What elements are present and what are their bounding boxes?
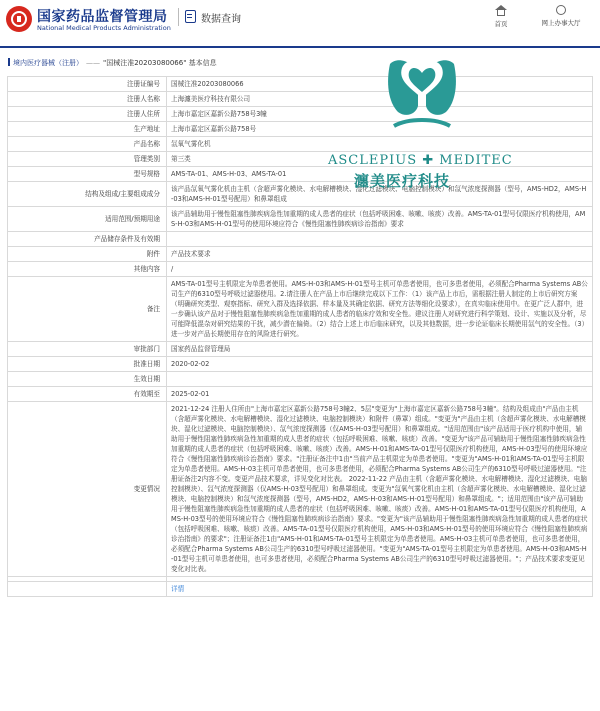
table-row	[8, 387, 593, 402]
table-row	[8, 122, 593, 137]
field-label: 批准日期	[8, 357, 167, 372]
database-icon	[185, 10, 196, 23]
field-value: 国械注准20203080066	[167, 77, 593, 92]
field-value: 上海市嘉定区嘉新公路758号	[167, 122, 593, 137]
field-label	[8, 582, 167, 597]
table-row	[8, 207, 593, 232]
site-title[interactable]: 国家药品监督管理局	[37, 9, 168, 25]
record-detail-table	[7, 76, 593, 597]
field-label: 结构及组成/主要组成成分	[8, 182, 167, 207]
field-value: 上海市嘉定区嘉新公路758号3幢	[167, 107, 593, 122]
table-row	[8, 92, 593, 107]
breadcrumb-marker	[8, 58, 10, 66]
field-value	[167, 232, 593, 247]
breadcrumb	[8, 58, 217, 68]
field-label: 变更情况	[8, 402, 167, 577]
field-value: AMS-TA-01、AMS-H-03、AMS-TA-01	[167, 167, 593, 182]
field-label: 型号规格	[8, 167, 167, 182]
field-label: 注册证编号	[8, 77, 167, 92]
table-row	[8, 77, 593, 92]
header-divider	[178, 8, 179, 26]
field-value	[167, 372, 593, 387]
section-title: 数据查询	[201, 14, 241, 25]
field-label: 产品名称	[8, 137, 167, 152]
table-row	[8, 262, 593, 277]
field-value: 该产品氙氧气雾化机由主机（含超声雾化模块、水电解槽模块、湿化过滤模块、电脑控制模块）和氙气浓度探测器（型号，AMS-HD2，AMS-H-03和AMS-H-01型号配用）和鼻罩组成	[167, 182, 593, 207]
table-row	[8, 107, 593, 122]
field-label: 审批部门	[8, 342, 167, 357]
breadcrumb-link[interactable]: 境内医疗器械（注册）	[13, 59, 83, 67]
field-label: 注册人名称	[8, 92, 167, 107]
field-label: 生效日期	[8, 372, 167, 387]
table-row	[8, 247, 593, 262]
field-label: 生产地址	[8, 122, 167, 137]
home-button[interactable]	[486, 5, 516, 28]
table-row	[8, 152, 593, 167]
field-value: 第三类	[167, 152, 593, 167]
header-rule	[0, 46, 600, 48]
table-row	[8, 582, 593, 597]
field-value: AMS-TA-01型号主机限定为单患者使用。AMS-H-03和AMS-H-01型号主机可单患者使用，也可多患者使用，必须配合Pharma Systems AB公司生产的6310型号呼吸过滤器使用。2.请注册人在产品上市后继续完成以下工作：（1）该产品上市后，需根据注册人制定的上市后研究方案（明确研究类型、观察指标、研究入群及选择依据、样本量及其确定依据、研究方法等细化设要求），在真实临床使用中。在更广泛人群中，进一步确认该产品对于慢性阻塞性肺疾病急性加重期的成人患者的临床疗效和安全性。建议注册人对研究进行科学策划、设计、实施以及分析，尽可能降低混杂对研究结果的干扰，减少潜在偏倚。（2）结合上述上市后临床研究，以及其他数据，进一步论证临床长期使用氙气的安全性。（3）进一步对产品长期使用存在的风险进行研究。	[167, 277, 593, 342]
field-label: 管理类别	[8, 152, 167, 167]
table-row	[8, 182, 593, 207]
details-link[interactable]: 详情	[167, 582, 593, 597]
field-value: 2021-12-24 注册人住所由"上海市嘉定区嘉新公路758号3幢2、5层"变更为"上海市嘉定区嘉新公路758号3幢"。结构及组成由"产品由主机（含超声雾化模块、水电解槽模块、湿化过滤模块、电脑控制模块）和附件（鼻罩）组成。"变更为"产品由主机（含超声雾化模块、水电解槽模块、湿化过滤模块、电脑控制模块）、氙气浓度探测器（仅AMS-H-03型号配用）和鼻罩组成。"适用范围由"该产品适用于医疗机构中使用，辅助用于慢性阻塞性肺疾病急性加重期的成人患者的症状（包括呼吸困难、咳嗽、咳痰）改善。"变更为"该产品可辅助用于慢性阻塞性肺疾病急性加重期的成人患者的症状（包括呼吸困难、咳嗽、咳痰）改善。AMS-H-01和AMS-TA-01型号仅限医疗机构使用，AMS-H-03型号的使用环境应符合《慢性阻塞性肺疾病诊治指南》要求。"注册证备注中1由"当前产品主机限定为单患者使用。"变更为"AMS-H-01和AMS-TA-01型号主机限定为单患者使用。AMS-H-03主机可单患者使用，也可多患者使用，必须配合Pharma Systems AB公司生产的6310型号呼吸过滤器使用。"注册证备注2内容不变。变更产品技术要求，详见变化对比表。 2022-11-22 产品由主机（含超声雾化模块、水电解槽模块、湿化过滤模块、电脑控制模块）、氙气浓度探测器（仅AMS-H-03型号配用）和鼻罩组成。变更为"氙氧气雾化机由主机（含超声雾化模块、水电解槽模块、湿化过滤模块、电脑控制模块）和氙气浓度探测器（型号，AMS-HD2，AMS-H-03和AMS-H-01型号配用）和鼻罩组成。"；适用范围由"该产品可辅助用于慢性阻塞性肺疾病急性加重期的成人患者的症状（包括呼吸困难、咳嗽、咳痰）改善。AMS-H-01和AMS-TA-01型号仅限医疗机构使用，AMS-H-03型号的使用环境应符合《慢性阻塞性肺疾病诊治指南》要求。"变更为"该产品辅助用于慢性阻塞性肺疾病急性加重期的成人患者的症状（包括呼吸困难、咳嗽、咳痰）改善。AMS-TA-01型号仅限医疗机构使用，AMS-H-03和AMS-H-01型号的使用环境应符合《慢性阻塞性肺疾病诊治指南》的要求"；注册证备注1由"AMS-H-01和AMS-TA-01型号主机限定为单患者使用。AMS-H-03主机可单患者使用，也可多患者使用，必须配合Pharma Systems AB公司生产的6310型号呼吸过滤器使用。"变更为"AMS-TA-01型号主机限定为单患者使用。AMS-H-03和AMS-H-01型号主机可单患者使用，也可多患者使用，必须配合Pharma Systems AB公司生产的6310型号呼吸过滤器使用。"；产品技术要求变更见变化对比表。	[167, 402, 593, 577]
online-service-label: 网上办事大厅	[541, 19, 581, 27]
breadcrumb-separator: ——	[86, 59, 100, 67]
field-value: 该产品辅助用于慢性阻塞性肺疾病急性加重期的成人患者的症状（包括呼吸困难、咳嗽、咳痰）改善。AMS-TA-01型号仅限医疗机构使用，AMS-H-03和AMS-H-01型号的使用环境应符合《慢性阻塞性肺疾病诊治指南》要求	[167, 207, 593, 232]
table-row	[8, 372, 593, 387]
field-label: 产品储存条件及有效期	[8, 232, 167, 247]
table-row	[8, 137, 593, 152]
brand-name-cn: 瀍美医疗科技	[354, 172, 451, 190]
table-row	[8, 232, 593, 247]
online-service-button[interactable]	[528, 5, 594, 27]
field-label: 备注	[8, 277, 167, 342]
field-label: 附件	[8, 247, 167, 262]
nmpa-logo[interactable]	[6, 6, 32, 32]
table-row	[8, 342, 593, 357]
field-value: 国家药品监督管理局	[167, 342, 593, 357]
table-row	[8, 167, 593, 182]
field-value: 2020-02-02	[167, 357, 593, 372]
site-subtitle: National Medical Products Administration	[37, 24, 171, 32]
field-value: 氙氧气雾化机	[167, 137, 593, 152]
user-icon	[556, 5, 566, 15]
field-value: 上海瀍美医疗科技有限公司	[167, 92, 593, 107]
table-row	[8, 277, 593, 342]
field-label: 注册人住所	[8, 107, 167, 122]
field-value: 产品技术要求	[167, 247, 593, 262]
field-label: 其他内容	[8, 262, 167, 277]
table-row	[8, 402, 593, 577]
breadcrumb-current: "国械注准20203080066" 基本信息	[103, 59, 217, 67]
field-value: 2025-02-01	[167, 387, 593, 402]
home-icon	[497, 10, 505, 16]
field-label: 有效期至	[8, 387, 167, 402]
emblem-icon	[11, 11, 27, 27]
site-header	[0, 0, 600, 46]
brand-name-en: ASCLEPIUS ✚ MEDITEC	[328, 153, 513, 168]
table-row	[8, 357, 593, 372]
field-label: 适用范围/预期用途	[8, 207, 167, 232]
home-label: 首页	[494, 20, 508, 28]
field-value: /	[167, 262, 593, 277]
